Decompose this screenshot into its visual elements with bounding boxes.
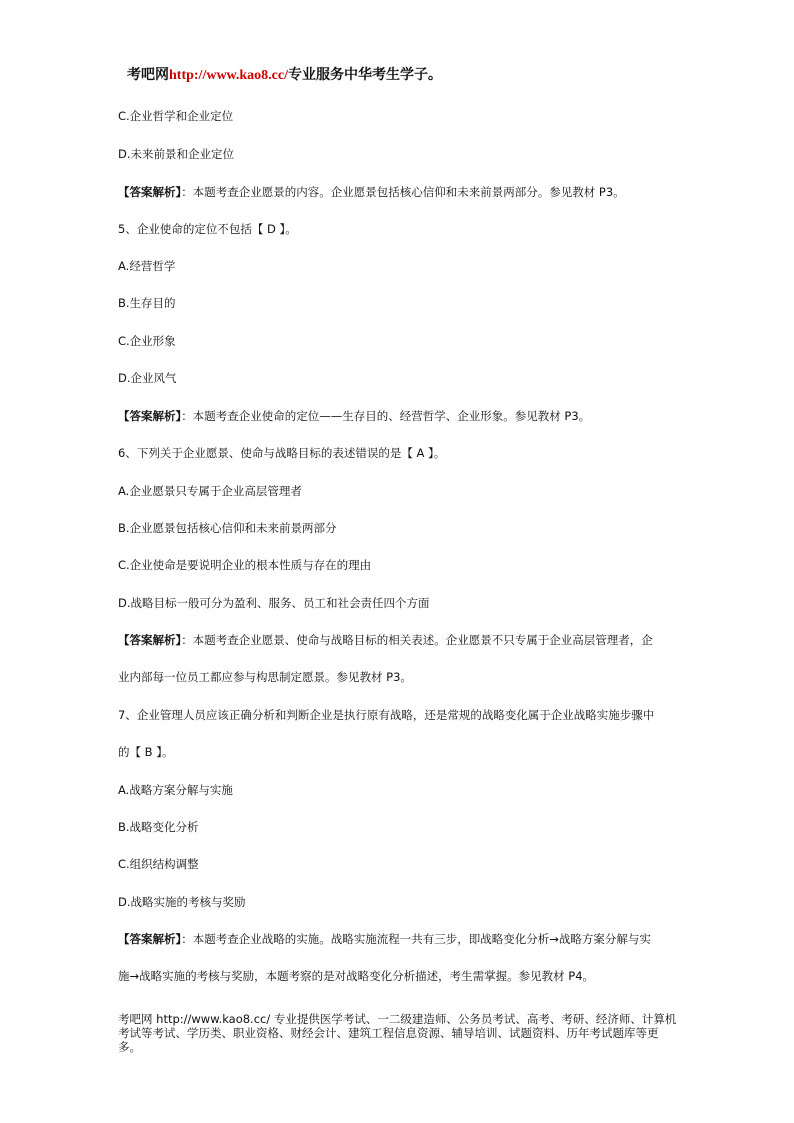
answer-explanation-q4 (118, 184, 625, 200)
option-b-q7: B.战略变化分析 (118, 820, 199, 834)
question-7-cont: 的【 B 】。 (118, 745, 174, 759)
option-d-q6: D.战略目标一般可分为盈利、服务、员工和社会责任四个方面 (118, 596, 430, 610)
answer-text: ：本题考查企业使命的定位——生存目的、经营哲学、企业形象。参见教材 P3。 (181, 409, 591, 423)
answer-explanation-q5 (118, 408, 590, 424)
answer-explanation-q7 (118, 931, 651, 947)
option-d-q7: D.战略实施的考核与奖励 (118, 895, 246, 909)
option-b-q5: B.生存目的 (118, 296, 176, 310)
answer-text: ：本题考查企业愿景、使命与战略目标的相关表述。企业愿景不只专属于企业高层管理者，企 (181, 633, 653, 647)
option-c-q7: C.组织结构调整 (118, 857, 199, 871)
question-7: 7、企业管理人员应该正确分析和判断企业是执行原有战略，还是常规的战略变化属于企业战略实施步骤中 (118, 708, 655, 722)
option-c-q5: C.企业形象 (118, 334, 176, 348)
page-header (127, 64, 442, 84)
option-c-q6: C.企业使命是要说明企业的根本性质与存在的理由 (118, 558, 372, 572)
answer-label: 【答案解析】 (118, 932, 182, 946)
answer-explanation-q7-cont: 施→战略实施的考核与奖励，本题考察的是对战略变化分析描述，考生需掌握。参见教材 P4。 (118, 969, 595, 983)
answer-text: ：本题考查企业愿景的内容。企业愿景包括核心信仰和未来前景两部分。参见教材 P3。 (181, 185, 625, 199)
answer-label: 【答案解析】 (118, 633, 182, 647)
answer-label: 【答案解析】 (118, 185, 182, 199)
option-b-q6: B.企业愿景包括核心信仰和未来前景两部分 (118, 521, 337, 535)
header-slogan: 专业服务中华考生学子。 (288, 67, 442, 83)
page-footer: 考吧网 http://www.kao8.cc/ 专业提供医学考试、一二级建造师、公务员考试、高考、考研、经济师、计算机考试等考试、学历类、职业资格、财经会计、建筑工程信息资源、辅导培训、试题资料、历年考试题库等更多。 (118, 1012, 677, 1054)
option-d-q4: D.未来前景和企业定位 (118, 147, 235, 161)
header-brand: 考吧网 (127, 67, 169, 83)
option-a-q7: A.战略方案分解与实施 (118, 783, 233, 797)
answer-text: ：本题考查企业战略的实施。战略实施流程一共有三步，即战略变化分析→战略方案分解与实 (181, 932, 651, 946)
option-c-q4: C.企业哲学和企业定位 (118, 109, 234, 123)
header-url-link[interactable]: http://www.kao8.cc/ (169, 68, 288, 83)
answer-label: 【答案解析】 (118, 409, 182, 423)
option-a-q6: A.企业愿景只专属于企业高层管理者 (118, 484, 302, 498)
answer-explanation-q6 (118, 632, 653, 648)
question-6: 6、下列关于企业愿景、使命与战略目标的表述错误的是【 A 】。 (118, 446, 446, 460)
option-d-q5: D.企业风气 (118, 371, 177, 385)
question-5: 5、企业使命的定位不包括【 D 】。 (118, 222, 297, 236)
answer-explanation-q6-cont: 业内部每一位员工都应参与构思制定愿景。参见教材 P3。 (118, 670, 412, 684)
option-a-q5: A.经营哲学 (118, 259, 176, 273)
